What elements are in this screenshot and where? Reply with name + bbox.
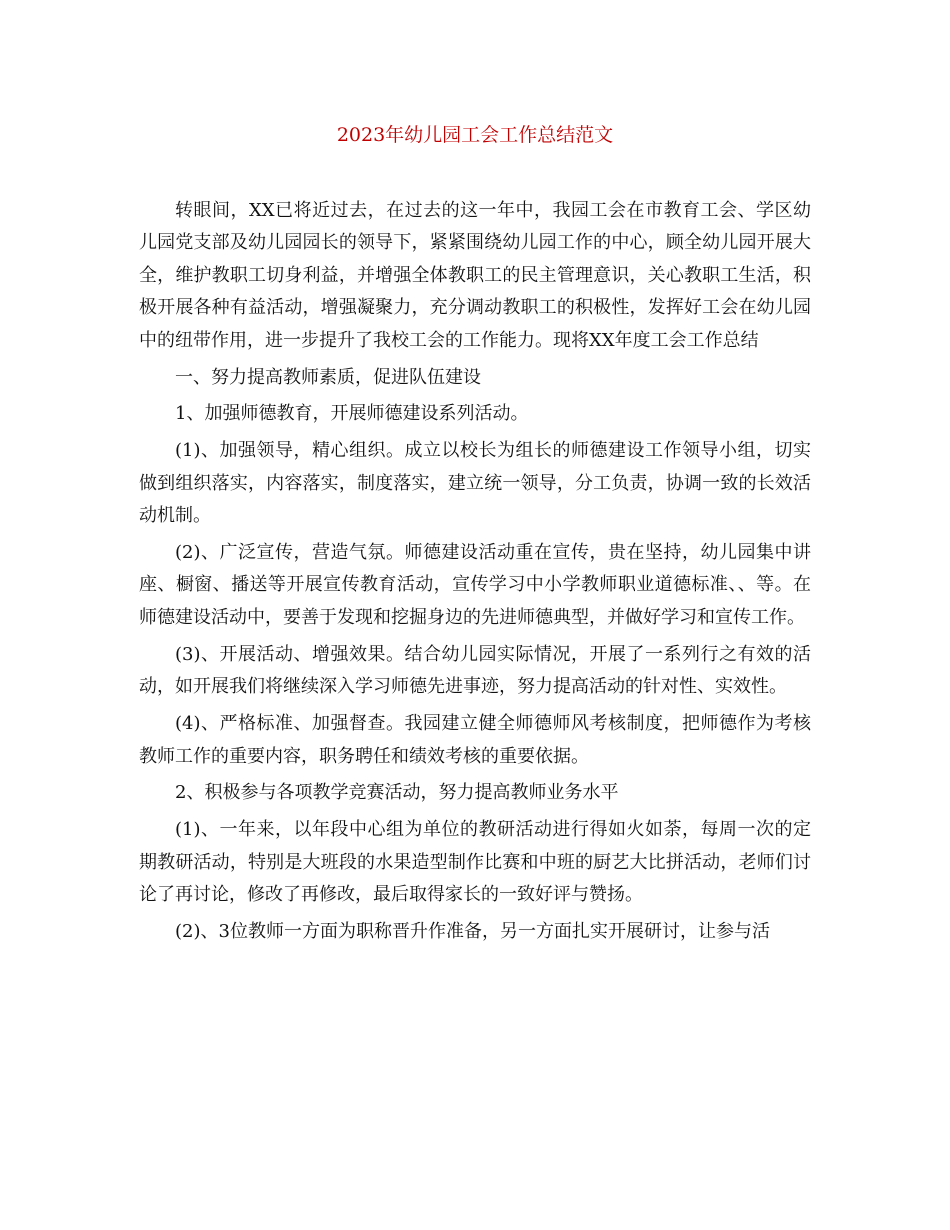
paragraph-item-2-2: (2)、3位教师一方面为职称晋升作准备，另一方面扎实开展研讨，让参与活 bbox=[175, 921, 770, 943]
paragraph-item-1-4: (4)、严格标准、加强督查。我园建立健全师德师风考核制度，把师德作为考核教师工作的重要内容，职务聘任和绩效考核的重要依据。 bbox=[139, 713, 811, 767]
section-heading-1: 一、努力提高教师素质，促进队伍建设 bbox=[175, 366, 481, 388]
paragraph-item-1-2: (2)、广泛宣传，营造气氛。师德建设活动重在宣传，贵在坚持，幼儿园集中讲座、橱窗、播送等开展宣传教育活动，宣传学习中小学教师职业道德标准、、等。在师德建设活动中，要善于发现和挖掘身边的先进师德典型，并做好学习和宣传工作。 bbox=[139, 542, 811, 628]
subsection-heading-1: 1、加强师德教育，开展师德建设系列活动。 bbox=[175, 403, 529, 425]
document-body bbox=[139, 195, 811, 953]
paragraph-intro: 转眼间，XX已将近过去，在过去的这一年中，我园工会在市教育工会、学区幼儿园党支部及幼儿园园长的领导下，紧紧围绕幼儿园工作的中心，顾全幼儿园开展大全，维护教职工切身利益，并增强全体教职工的民主管理意识，关心教职工生活，积极开展各种有益活动，增强凝聚力，充分调动教职工的积极性，发挥好工会在幼儿园中的纽带作用，进一步提升了我校工会的工作能力。现将XX年度工会工作总结 bbox=[139, 200, 811, 351]
paragraph-item-2-1: (1)、一年来，以年段中心组为单位的教研活动进行得如火如荼，每周一次的定期教研活动，特别是大班段的水果造型制作比赛和中班的厨艺大比拼活动，老师们讨论了再讨论，修改了再修改，最后取得家长的一致好评与赞扬。 bbox=[139, 819, 811, 906]
paragraph-item-1-1: (1)、加强领导，精心组织。成立以校长为组长的师德建设工作领导小组，切实做到组织落实，内容落实，制度落实，建立统一领导，分工负责，协调一致的长效活动机制。 bbox=[139, 440, 811, 527]
subsection-heading-2: 2、积极参与各项教学竞赛活动，努力提高教师业务水平 bbox=[175, 782, 619, 804]
document-title: 2023年幼儿园工会工作总结范文 bbox=[336, 124, 614, 146]
paragraph-item-1-3: (3)、开展活动、增强效果。结合幼儿园实际情况，开展了一系列行之有效的活动，如开展我们将继续深入学习师德先进事迹，努力提高活动的针对性、实效性。 bbox=[139, 643, 811, 698]
